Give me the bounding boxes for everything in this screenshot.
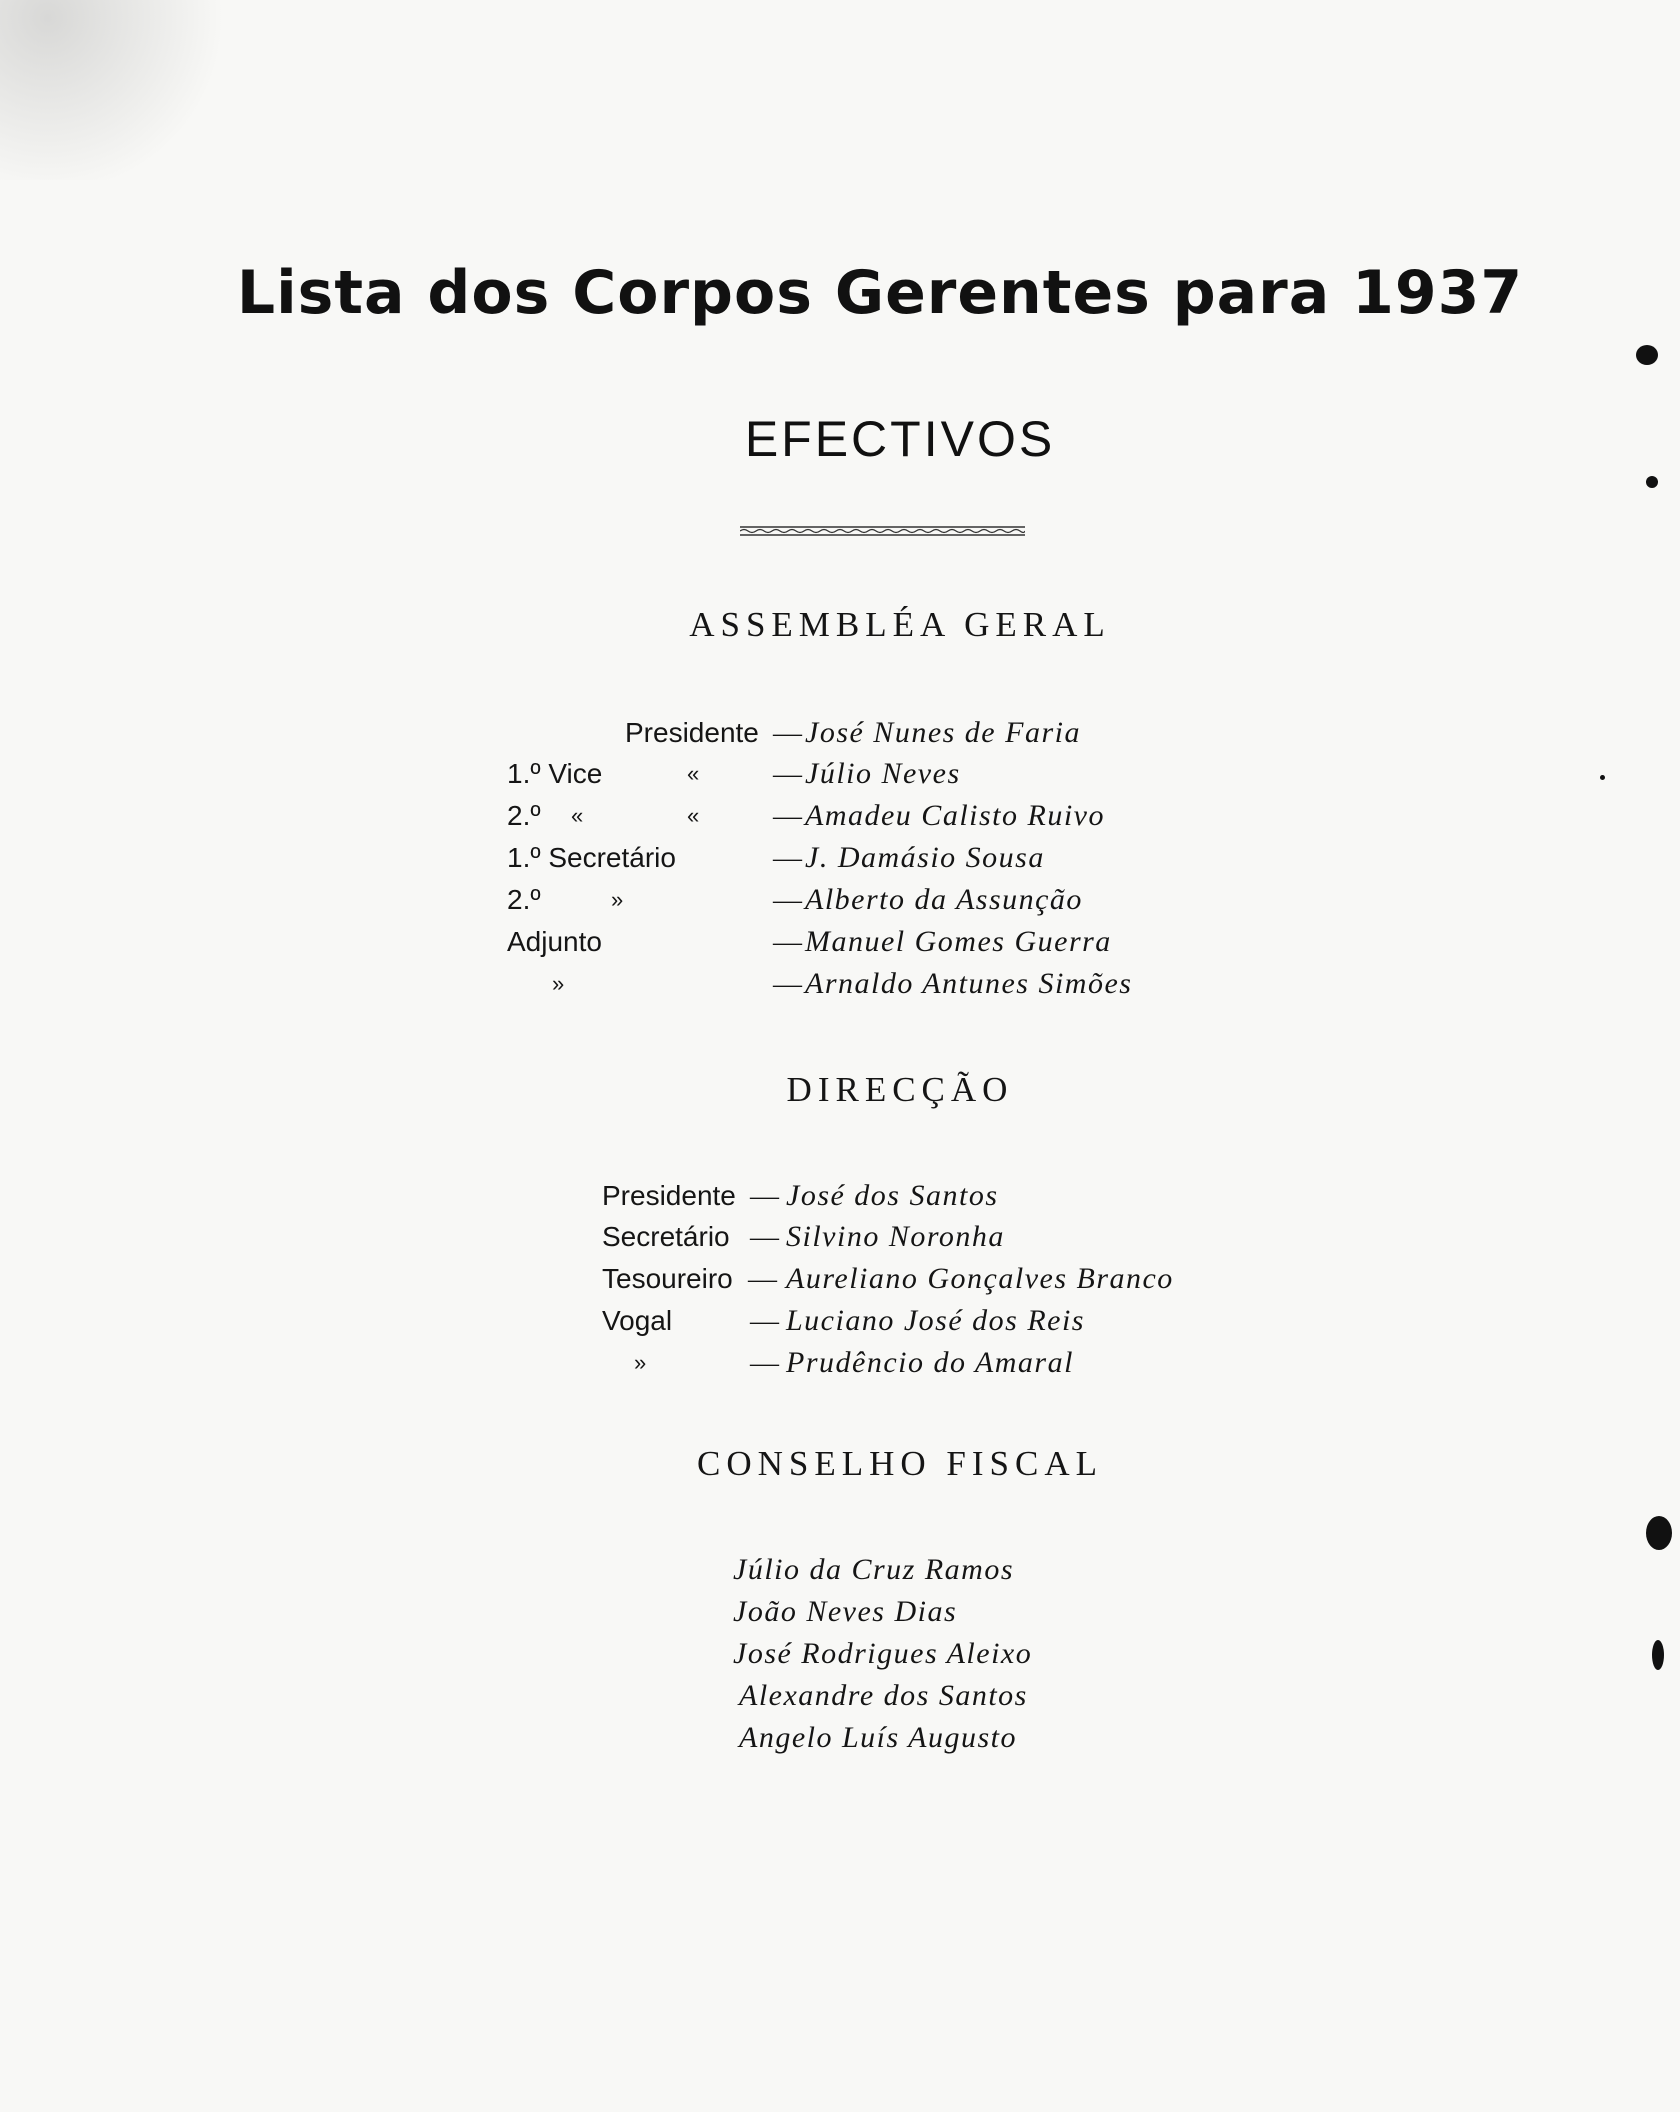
ink-speck (1636, 345, 1658, 365)
dash: — (773, 926, 802, 958)
fiscal-member-name: José Rodrigues Aleixo (733, 1637, 1033, 1670)
ink-speck (1600, 775, 1605, 780)
fiscal-member-name: João Neves Dias (733, 1595, 958, 1628)
page-subtitle: EFECTIVOS (744, 411, 1056, 467)
dash: — (773, 884, 802, 916)
role-label: Tesoureiro (602, 1263, 733, 1294)
role-label: 1.º Secretário (507, 842, 676, 873)
ditto-mark: » (611, 887, 624, 912)
section-heading-assembleia: ASSEMBLÉA GERAL (689, 605, 1111, 644)
member-name: Arnaldo Antunes Simões (805, 967, 1133, 1000)
member-name: Luciano José dos Reis (786, 1304, 1085, 1337)
dash: — (773, 842, 802, 874)
ditto-mark: » (634, 1350, 647, 1375)
ditto-mark: « (571, 803, 584, 828)
role-label: Secretário (602, 1221, 730, 1252)
dash: — (750, 1221, 779, 1253)
ditto-mark: « (687, 761, 700, 786)
ink-speck (1652, 1640, 1664, 1670)
dash: — (750, 1347, 779, 1379)
dash: — (773, 717, 802, 749)
role-label: Presidente (602, 1180, 736, 1211)
dash: — (750, 1180, 779, 1212)
member-name: J. Damásio Sousa (805, 841, 1045, 874)
fiscal-member-name: Alexandre dos Santos (739, 1679, 1028, 1712)
member-name: Silvino Noronha (786, 1220, 1005, 1253)
dash: — (750, 1305, 779, 1337)
member-name: Aureliano Gonçalves Branco (786, 1262, 1174, 1295)
section-heading-direccao: DIRECÇÃO (786, 1070, 1014, 1109)
ditto-mark: » (552, 971, 565, 996)
role-label: 1.º Vice (507, 758, 603, 789)
member-name: José dos Santos (786, 1179, 999, 1212)
role-label: Adjunto (507, 926, 602, 957)
role-label: 2.º (507, 884, 541, 915)
member-name: Alberto da Assunção (805, 883, 1083, 916)
member-name: Amadeu Calisto Ruivo (805, 799, 1105, 832)
page-title: Lista dos Corpos Gerentes para 1937 (236, 258, 1524, 328)
section-heading-conselho: CONSELHO FISCAL (696, 1444, 1103, 1483)
member-name: Manuel Gomes Guerra (805, 925, 1112, 958)
dash: — (773, 758, 802, 790)
dash: — (773, 968, 802, 1000)
member-name: Prudêncio do Amaral (786, 1346, 1074, 1379)
member-name: Júlio Neves (805, 757, 961, 790)
dash: — (773, 800, 802, 832)
ditto-mark: « (687, 803, 700, 828)
fiscal-member-name: Angelo Luís Augusto (739, 1721, 1017, 1754)
role-label: Vogal (602, 1305, 673, 1336)
fiscal-member-name: Júlio da Cruz Ramos (733, 1553, 1015, 1586)
ornamental-divider (740, 524, 1025, 538)
role-label: Presidente (625, 717, 759, 748)
dash: — (748, 1263, 777, 1295)
member-name: José Nunes de Faria (805, 716, 1081, 749)
role-label: 2.º (507, 800, 541, 831)
scan-artifact (0, 0, 240, 180)
ink-speck (1646, 1516, 1672, 1550)
ink-speck (1646, 476, 1658, 488)
